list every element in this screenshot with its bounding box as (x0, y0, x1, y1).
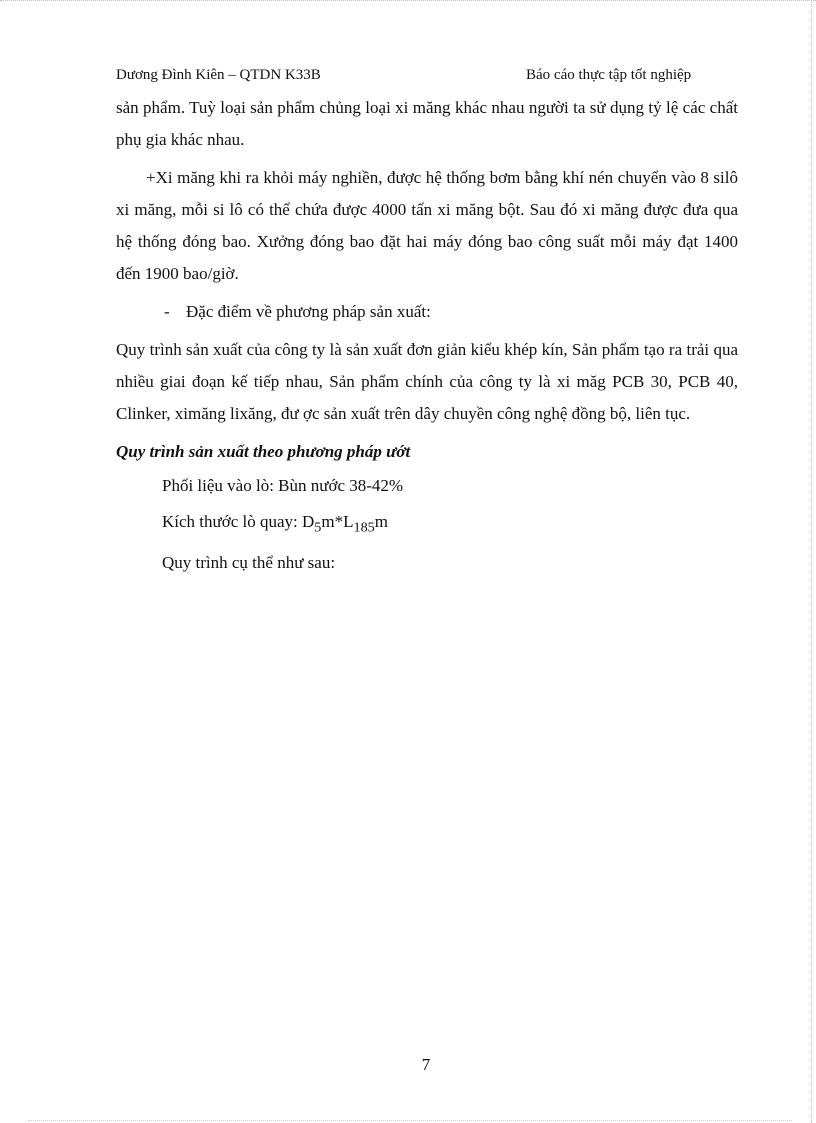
spec-kiln-size (116, 504, 738, 545)
page-header (116, 67, 736, 89)
paragraph-silo-packing: +Xi măng khi ra khỏi máy nghiền, được hệ thống bơm bằng khí nén chuyển vào 8 silô xi măng, mỗi si lô có thể chứa được 4000 tấn xi măng bột. Sau đó xi măng được đưa qua hệ thống đóng bao. Xưởng đóng bao đặt hai máy đóng bao công suất mỗi máy đạt 1400 đến 1900 bao/giờ. (116, 168, 738, 283)
spec-kiln-feed: Phối liệu vào lò: Bùn nước 38-42% (162, 476, 404, 495)
paragraph-additives: sản phẩm. Tuỳ loại sản phẩm chủng loại xi măng khác nhau người ta sử dụng tỷ lệ các chất phụ gia khác nhau. (116, 98, 738, 149)
section-heading-wet-process: Quy trình sản xuất theo phương pháp ướt (116, 442, 411, 461)
page-top-border (0, 0, 816, 1)
spec-process-intro: Quy trình cụ thể như sau: (162, 553, 336, 573)
paragraph-process-description: Quy trình sản xuất của công ty là sản xuất đơn giản kiểu khép kín, Sản phẩm tạo ra trải qua nhiều giai đoạn kế tiếp nhau, Sản phẩm chính của công ty là xi măg PCB 30, PCB 40, Clinker, ximăng lixăng, đư ợc sản xuất trên dây chuyền công nghệ đồng bộ, liên tục. (116, 340, 738, 423)
header-author: Dương Đình Kiên – QTDN K33B (116, 67, 321, 83)
spec-kiln-diameter-sub: 5 (314, 519, 322, 536)
page-number: 7 (421, 1055, 431, 1074)
spec-kiln-size-prefix: Kích thước lò quay: D (162, 512, 315, 531)
page-bottom-border (28, 1120, 792, 1121)
bullet-text: Đặc điểm về phương pháp sản xuất: (186, 302, 431, 321)
spec-kiln-size-mid: m*L (321, 512, 354, 531)
page-right-border (811, 0, 812, 1123)
spec-kiln-length-sub: 185 (353, 519, 375, 536)
bullet-production-method (116, 296, 738, 328)
document-body (116, 92, 738, 581)
spec-kiln-size-suffix: m (374, 512, 388, 531)
header-report-title: Báo cáo thực tập tốt nghiệp (526, 67, 692, 83)
bullet-dash: - (164, 302, 170, 321)
